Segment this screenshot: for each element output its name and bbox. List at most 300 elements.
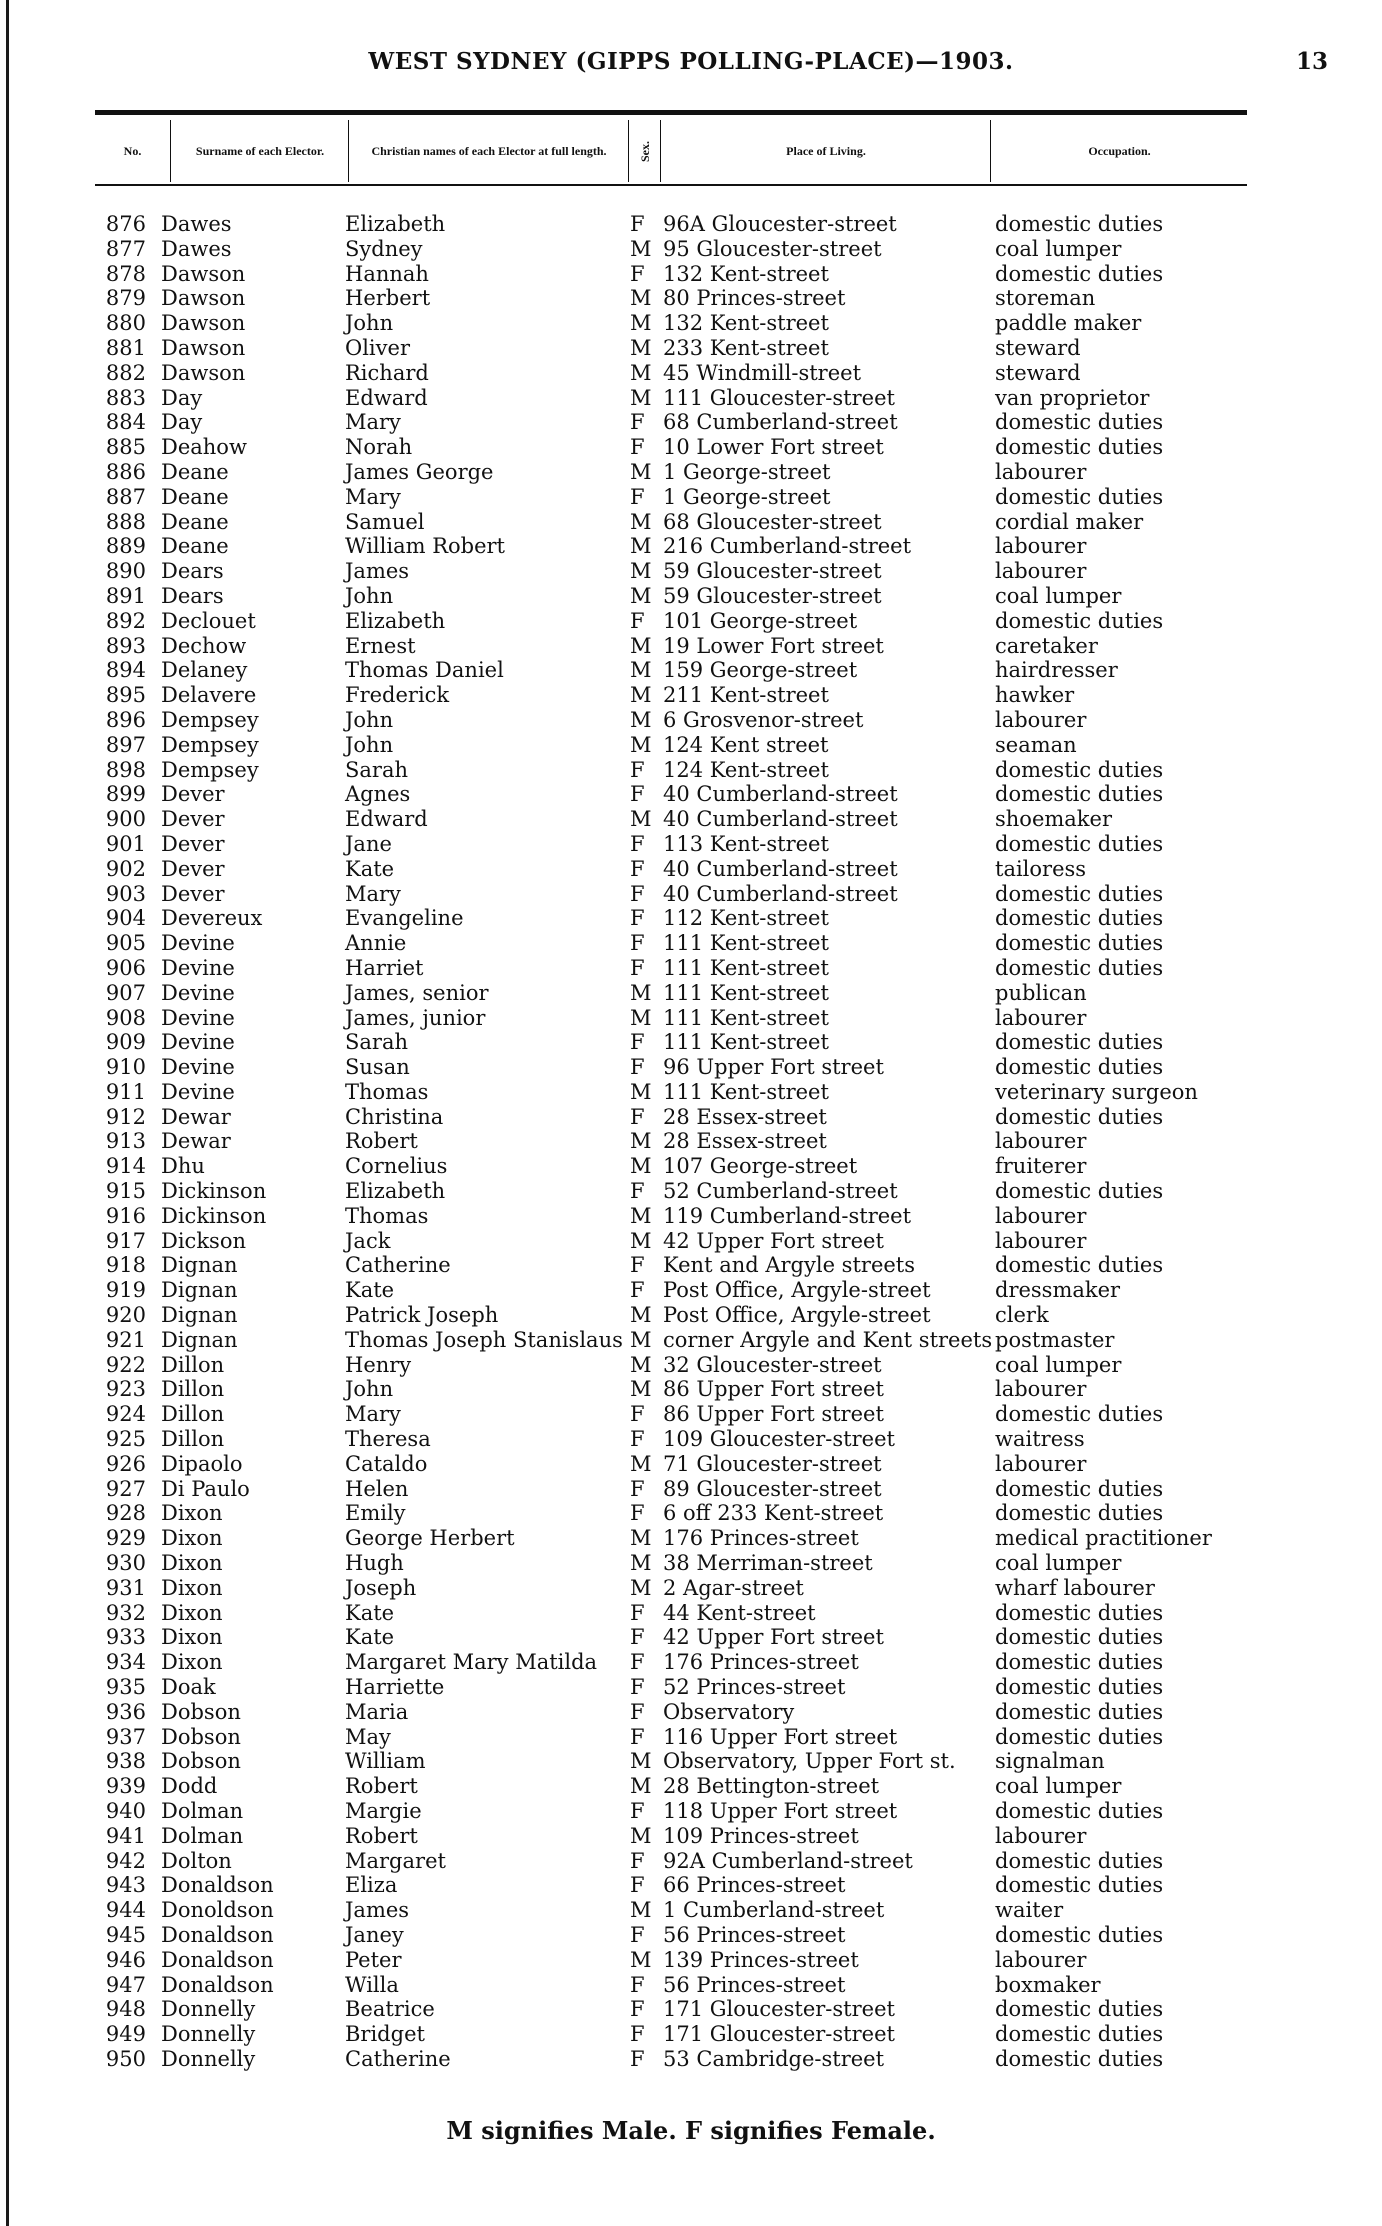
elector-place-of-living: Observatory [663,1699,795,1724]
elector-occupation: domestic duties [995,955,1164,980]
elector-occupation: labourer [995,459,1087,484]
elector-christian-names: James, senior [345,980,489,1005]
elector-occupation: domestic duties [995,1476,1164,1501]
elector-sex: M [630,583,652,608]
elector-christian-names: Willa [345,1972,399,1997]
table-row [0,559,1382,584]
elector-occupation: domestic duties [995,1179,1164,1204]
elector-number: 879 [105,286,146,311]
elector-sex: F [630,1650,645,1675]
elector-christian-names: Evangeline [345,906,464,931]
elector-occupation: coal lumper [995,1774,1122,1799]
elector-christian-names: Oliver [345,335,410,360]
elector-place-of-living: 40 Cumberland-street [663,782,898,807]
elector-sex: M [630,1749,652,1774]
elector-christian-names: Susan [345,1055,410,1080]
elector-number: 916 [105,1203,146,1228]
elector-sex: F [630,955,645,980]
elector-surname: Dillon [161,1352,225,1377]
elector-sex: F [630,906,645,931]
elector-occupation: boxmaker [995,1972,1101,1997]
table-row [0,1080,1382,1105]
elector-place-of-living: 53 Cambridge-street [663,2046,885,2071]
table-row [0,857,1382,882]
elector-sex: M [630,311,652,336]
elector-occupation: wharf labourer [995,1575,1155,1600]
table-row [0,906,1382,931]
elector-sex: M [630,1303,652,1328]
elector-occupation: fruiterer [995,1154,1087,1179]
elector-sex: M [630,534,652,559]
elector-number: 919 [105,1278,146,1303]
elector-christian-names: Samuel [345,509,425,534]
elector-sex: M [630,658,652,683]
table-row [0,683,1382,708]
table-row [0,1650,1382,1675]
elector-number: 937 [105,1724,146,1749]
table-row [0,584,1382,609]
elector-sex: M [630,1898,652,1923]
elector-occupation: waitress [995,1427,1085,1452]
elector-occupation: domestic duties [995,1625,1164,1650]
table-row [0,1973,1382,1998]
elector-surname: Dewar [161,1129,231,1154]
elector-place-of-living: 40 Cumberland-street [663,856,898,881]
elector-sex: F [630,1179,645,1204]
table-row [0,1154,1382,1179]
elector-place-of-living: Observatory, Upper Fort st. [663,1749,956,1774]
elector-occupation: shoemaker [995,807,1112,832]
table-row [0,1725,1382,1750]
elector-number: 876 [105,212,146,236]
elector-place-of-living: 111 Kent-street [663,1005,829,1030]
elector-sex: F [630,757,645,782]
elector-number: 935 [105,1675,146,1700]
elector-christian-names: Peter [345,1947,402,1972]
elector-surname: Devine [161,1005,235,1030]
elector-sex: M [630,1327,652,1352]
elector-sex: M [630,732,652,757]
elector-number: 926 [105,1451,146,1476]
table-row [0,758,1382,783]
elector-occupation: labourer [995,1823,1087,1848]
elector-occupation: domestic duties [995,881,1164,906]
elector-christian-names: Christina [345,1104,444,1129]
table-row [0,1576,1382,1601]
elector-occupation: domestic duties [995,608,1164,633]
table-row [0,1427,1382,1452]
elector-christian-names: Agnes [345,782,411,807]
elector-surname: Dolman [161,1823,244,1848]
elector-occupation: domestic duties [995,782,1164,807]
elector-place-of-living: 107 George-street [663,1154,858,1179]
elector-number: 931 [105,1575,146,1600]
elector-surname: Dempsey [161,732,259,757]
elector-number: 922 [105,1352,146,1377]
elector-place-of-living: 80 Princes-street [663,286,846,311]
elector-number: 899 [105,782,146,807]
elector-number: 949 [105,2022,146,2047]
elector-number: 901 [105,831,146,856]
elector-christian-names: Bridget [345,2022,425,2047]
elector-surname: Dillon [161,1402,225,1427]
elector-number: 915 [105,1179,146,1204]
table-row [0,1601,1382,1626]
elector-place-of-living: Kent and Argyle streets [663,1253,916,1278]
table-row [0,1278,1382,1303]
table-row [0,1948,1382,1973]
elector-sex: M [630,1551,652,1576]
elector-sex: F [630,881,645,906]
elector-christian-names: Margaret Mary Matilda [345,1650,598,1675]
table-row [0,782,1382,807]
elector-number: 944 [105,1898,146,1923]
elector-christian-names: Beatrice [345,1997,435,2022]
table-row [0,485,1382,510]
elector-christian-names: Richard [345,360,429,385]
elector-surname: Dobson [161,1724,241,1749]
elector-sex: F [630,608,645,633]
elector-place-of-living: 132 Kent-street [663,261,829,286]
elector-christian-names: Harriette [345,1675,445,1700]
elector-occupation: postmaster [995,1327,1115,1352]
elector-surname: Devine [161,1079,235,1104]
elector-place-of-living: 32 Gloucester-street [663,1352,882,1377]
elector-surname: Dolman [161,1799,244,1823]
elector-occupation: domestic duties [995,1724,1164,1749]
elector-sex: M [630,1526,652,1551]
elector-place-of-living: 233 Kent-street [663,335,829,360]
elector-number: 912 [105,1104,146,1129]
elector-surname: Dears [161,559,224,584]
elector-place-of-living: 118 Upper Fort street [663,1799,898,1823]
elector-occupation: domestic duties [995,1675,1164,1700]
elector-christian-names: Thomas [345,1079,429,1104]
elector-place-of-living: 101 George-street [663,608,858,633]
elector-number: 950 [105,2046,146,2071]
elector-occupation: domestic duties [995,1650,1164,1675]
elector-place-of-living: 10 Lower Fort street [663,435,884,460]
elector-surname: Devine [161,931,235,956]
elector-sex: F [630,1253,645,1278]
elector-occupation: caretaker [995,633,1098,658]
table-row [0,1849,1382,1874]
elector-surname: Dixon [161,1575,223,1600]
elector-number: 903 [105,881,146,906]
elector-occupation: domestic duties [995,484,1164,509]
elector-place-of-living: 38 Merriman-street [663,1551,873,1576]
sex-legend: M signifies Male. F signifies Female. [446,2116,936,2145]
table-row [0,1749,1382,1774]
table-row [0,212,1382,237]
elector-occupation: labourer [995,1203,1087,1228]
elector-sex: F [630,931,645,956]
elector-occupation: domestic duties [995,1253,1164,1278]
elector-sex: F [630,410,645,435]
table-row [0,460,1382,485]
elector-christian-names: James, junior [345,1005,486,1030]
elector-sex: F [630,1724,645,1749]
elector-occupation: steward [995,335,1081,360]
elector-number: 927 [105,1476,146,1501]
elector-christian-names: James [345,559,410,584]
elector-surname: Deane [161,484,229,509]
elector-christian-names: William Robert [345,534,505,559]
elector-occupation: domestic duties [995,831,1164,856]
elector-number: 902 [105,856,146,881]
elector-place-of-living: 96A Gloucester-street [663,212,897,236]
table-row [0,1229,1382,1254]
elector-occupation: domestic duties [995,1997,1164,2022]
table-row [0,981,1382,1006]
elector-surname: Dawson [161,335,246,360]
elector-place-of-living: 28 Bettington-street [663,1774,880,1799]
elector-place-of-living: 66 Princes-street [663,1873,846,1898]
elector-surname: Dawes [161,212,232,236]
elector-surname: Dillon [161,1427,225,1452]
elector-christian-names: May [345,1724,391,1749]
elector-place-of-living: 96 Upper Fort street [663,1055,884,1080]
elector-sex: M [630,335,652,360]
elector-christian-names: Catherine [345,2046,451,2071]
elector-place-of-living: 86 Upper Fort street [663,1402,884,1427]
table-row [0,1129,1382,1154]
elector-sex: F [630,1501,645,1526]
elector-place-of-living: 176 Princes-street [663,1526,859,1551]
elector-christian-names: Thomas [345,1203,429,1228]
elector-christian-names: John [345,732,394,757]
table-row [0,1824,1382,1849]
elector-sex: M [630,707,652,732]
elector-number: 890 [105,559,146,584]
table-row [0,1402,1382,1427]
elector-christian-names: Eliza [345,1873,398,1898]
elector-occupation: domestic duties [995,2046,1164,2071]
elector-number: 884 [105,410,146,435]
elector-sex: F [630,1675,645,1700]
table-row [0,2022,1382,2047]
elector-surname: Dodd [161,1774,218,1799]
elector-christian-names: George Herbert [345,1526,515,1551]
elector-sex: F [630,1427,645,1452]
elector-sex: F [630,856,645,881]
elector-surname: Dignan [161,1278,238,1303]
elector-number: 880 [105,311,146,336]
elector-surname: Doak [161,1675,216,1700]
elector-christian-names: Kate [345,1625,395,1650]
elector-sex: M [630,1823,652,1848]
elector-number: 936 [105,1699,146,1724]
table-row [0,361,1382,386]
elector-place-of-living: 71 Gloucester-street [663,1451,882,1476]
elector-christian-names: Catherine [345,1253,451,1278]
elector-sex: F [630,1873,645,1898]
elector-place-of-living: Post Office, Argyle-street [663,1278,931,1303]
elector-number: 941 [105,1823,146,1848]
elector-number: 943 [105,1873,146,1898]
elector-sex: F [630,1848,645,1873]
table-row [0,1328,1382,1353]
elector-surname: Dipaolo [161,1451,243,1476]
elector-christian-names: Patrick Joseph [345,1303,499,1328]
elector-number: 900 [105,807,146,832]
elector-surname: Dignan [161,1327,238,1352]
col-header-christian: Christian names of each Elector at full length. [348,120,629,182]
elector-surname: Deahow [161,435,247,460]
table-row [0,708,1382,733]
table-row [0,1526,1382,1551]
elector-number: 889 [105,534,146,559]
table-row [0,1501,1382,1526]
elector-surname: Dempsey [161,757,259,782]
elector-number: 939 [105,1774,146,1799]
elector-place-of-living: 132 Kent-street [663,311,829,336]
elector-christian-names: Robert [345,1823,418,1848]
elector-christian-names: Elizabeth [345,608,446,633]
elector-sex: M [630,1575,652,1600]
elector-christian-names: Cornelius [345,1154,448,1179]
elector-christian-names: Sydney [345,236,423,261]
elector-christian-names: Herbert [345,286,431,311]
elector-occupation: cordial maker [995,509,1144,534]
elector-place-of-living: 42 Upper Fort street [663,1625,884,1650]
elector-christian-names: Mary [345,1402,401,1427]
elector-occupation: labourer [995,534,1087,559]
elector-place-of-living: 89 Gloucester-street [663,1476,882,1501]
elector-occupation: waiter [995,1898,1064,1923]
table-row [0,1923,1382,1948]
elector-number: 930 [105,1551,146,1576]
elector-sex: F [630,1055,645,1080]
elector-surname: Dawson [161,360,246,385]
elector-surname: Dickinson [161,1203,267,1228]
table-row [0,435,1382,460]
table-row [0,1700,1382,1725]
elector-surname: Di Paulo [161,1476,250,1501]
elector-surname: Dever [161,881,225,906]
elector-sex: F [630,2046,645,2071]
elector-place-of-living: 116 Upper Fort street [663,1724,898,1749]
elector-occupation: dressmaker [995,1278,1121,1303]
elector-sex: F [630,212,645,236]
elector-sex: F [630,1922,645,1947]
elector-sex: F [630,1799,645,1823]
elector-surname: Dawson [161,286,246,311]
elector-sex: F [630,1997,645,2022]
elector-number: 932 [105,1600,146,1625]
elector-place-of-living: 68 Cumberland-street [663,410,898,435]
elector-place-of-living: 159 George-street [663,658,858,683]
elector-place-of-living: 40 Cumberland-street [663,881,898,906]
elector-occupation: domestic duties [995,2022,1164,2047]
elector-christian-names: Robert [345,1774,418,1799]
elector-sex: F [630,782,645,807]
table-row [0,386,1382,411]
elector-occupation: labourer [995,1129,1087,1154]
elector-number: 908 [105,1005,146,1030]
elector-christian-names: Joseph [345,1575,417,1600]
elector-place-of-living: 109 Gloucester-street [663,1427,895,1452]
elector-christian-names: Janey [345,1922,404,1947]
elector-christian-names: James [345,1898,410,1923]
col-header-no: No. [123,144,142,158]
elector-christian-names: Harriet [345,955,424,980]
elector-number: 906 [105,955,146,980]
table-row [0,1006,1382,1031]
elector-surname: Dawes [161,236,232,261]
elector-surname: Day [161,385,203,410]
elector-occupation: paddle maker [995,311,1142,336]
elector-place-of-living: 176 Princes-street [663,1650,859,1675]
elector-occupation: storeman [995,286,1096,311]
elector-christian-names: Helen [345,1476,409,1501]
elector-christian-names: Emily [345,1501,406,1526]
elector-surname: Devereux [161,906,263,931]
elector-christian-names: Elizabeth [345,212,446,236]
table-row [0,1204,1382,1229]
table-row [0,510,1382,535]
elector-sex: M [630,385,652,410]
elector-christian-names: William [345,1749,426,1774]
elector-occupation: domestic duties [995,1699,1164,1724]
elector-surname: Dever [161,831,225,856]
elector-sex: F [630,2022,645,2047]
elector-sex: M [630,1377,652,1402]
elector-surname: Devine [161,955,235,980]
elector-place-of-living: 111 Kent-street [663,980,829,1005]
elector-occupation: domestic duties [995,1501,1164,1526]
col-header-occupation: Occupation. [990,120,1248,182]
elector-number: 917 [105,1228,146,1253]
elector-number: 896 [105,707,146,732]
elector-surname: Dignan [161,1253,238,1278]
elector-surname: Dixon [161,1551,223,1576]
elector-place-of-living: 6 off 233 Kent-street [663,1501,884,1526]
elector-surname: Dixon [161,1650,223,1675]
elector-christian-names: Jane [345,831,392,856]
elector-occupation: domestic duties [995,1055,1164,1080]
elector-sex: F [630,261,645,286]
elector-occupation: domestic duties [995,1922,1164,1947]
elector-place-of-living: 56 Princes-street [663,1922,846,1947]
elector-sex: M [630,683,652,708]
elector-surname: Dobson [161,1749,241,1774]
elector-surname: Delavere [161,683,257,708]
elector-christian-names: Thomas Daniel [345,658,504,683]
elector-surname: Dawson [161,311,246,336]
elector-number: 893 [105,633,146,658]
elector-number: 895 [105,683,146,708]
table-row [0,1030,1382,1055]
table-row [0,1774,1382,1799]
elector-number: 907 [105,980,146,1005]
elector-sex: M [630,1228,652,1253]
col-header-sex: Sex. [638,140,652,162]
elector-christian-names: Edward [345,385,428,410]
elector-occupation: domestic duties [995,1402,1164,1427]
elector-sex: M [630,1129,652,1154]
elector-sex: M [630,1774,652,1799]
elector-number: 914 [105,1154,146,1179]
elector-sex: M [630,807,652,832]
elector-surname: Dever [161,807,225,832]
elector-surname: Dever [161,782,225,807]
elector-christian-names: Hugh [345,1551,404,1576]
elector-number: 905 [105,931,146,956]
elector-occupation: domestic duties [995,261,1164,286]
table-row [0,336,1382,361]
elector-surname: Dixon [161,1526,223,1551]
